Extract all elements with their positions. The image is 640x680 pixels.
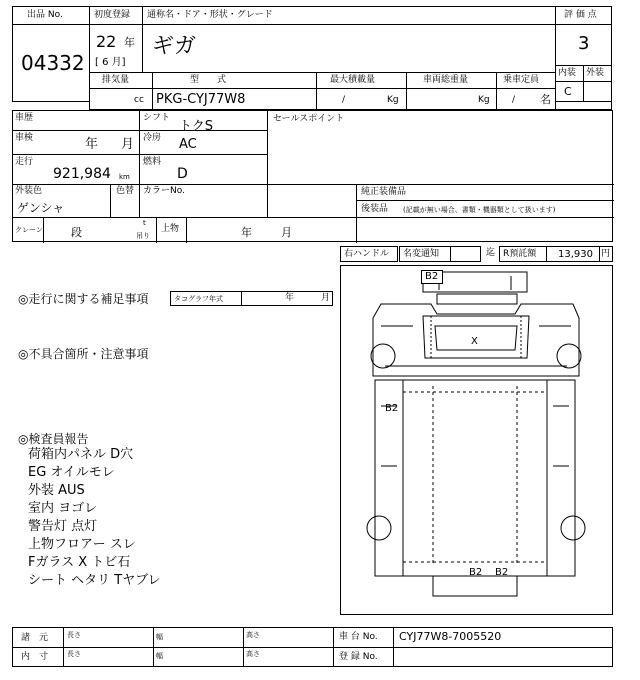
inspector-line: 荷箱内パネル D穴 — [28, 447, 134, 462]
inner-width-label: 幅 — [156, 652, 163, 660]
crane-label: クレーン — [15, 226, 43, 234]
damage-mark-windshield: X — [471, 336, 478, 347]
shift-label: シフト — [143, 113, 171, 123]
defects-title: ◎不具合箇所・注意事項 — [18, 347, 149, 361]
inspector-line: 上物フロアー スレ — [28, 537, 136, 552]
aftermarket-label: 後装品 — [361, 204, 389, 214]
truck-diagram-svg — [341, 266, 612, 614]
gross-weight-label: 車両総重量 — [423, 75, 469, 85]
inspection-label: 車検 — [15, 133, 34, 143]
model-code: PKG-CYJ77W8 — [156, 92, 246, 107]
tachograph-box — [170, 291, 333, 306]
driving-notes-title: ◎走行に関する補足事項 — [18, 292, 149, 306]
registration-year-unit: 年 — [124, 36, 135, 49]
gross-weight-unit: Kg — [478, 95, 490, 105]
color-label: 外装色 — [15, 186, 43, 196]
exterior-label: 外装 — [586, 68, 605, 78]
inspector-line: 室内 ヨゴレ — [28, 501, 98, 516]
history-section — [12, 110, 613, 242]
sales-point-label: セールスポイント — [273, 114, 345, 124]
lot-number-box — [12, 6, 90, 102]
first-registration-label: 初度登録 — [94, 10, 131, 20]
inner-dimensions-label: 内 寸 — [21, 652, 49, 662]
model-label: 型 式 — [190, 75, 227, 85]
chassis-number: CYJ77W8-7005520 — [399, 630, 502, 643]
recycle-fee-amount: 13,930 — [558, 249, 593, 260]
color-value: ゲンシャ — [17, 201, 65, 215]
rating-label: 評 価 点 — [564, 10, 597, 20]
name-change-flag — [399, 246, 481, 262]
vehicle-diagram — [340, 265, 613, 615]
vehicle-name-label: 通称名・ドア・形状・グレード — [147, 10, 273, 20]
footer-table — [12, 627, 613, 667]
body-label: 上物 — [161, 224, 180, 234]
displacement-unit: cc — [134, 95, 144, 105]
length-label: 長さ — [67, 631, 81, 639]
body-month-unit: 月 — [281, 226, 292, 239]
tachograph-label: タコグラフ年式 — [174, 295, 223, 303]
inspector-line: EG オイルモレ — [28, 465, 115, 480]
width-label: 幅 — [156, 633, 163, 641]
rating-tail-box — [555, 101, 612, 110]
inspection-year-unit: 年 — [85, 137, 99, 152]
chassis-number-label: 車 台 No. — [339, 632, 378, 642]
registration-year: 22 — [96, 32, 117, 51]
mileage-value: 921,984 — [53, 166, 111, 182]
right-hand-drive-label: 右ハンドル — [344, 249, 390, 259]
recycle-fee-label: R預託額 — [503, 249, 537, 259]
vehicle-name-box — [89, 6, 556, 73]
lot-number-label: 出品 No. — [27, 10, 63, 20]
registration-number-label: 登 録 No. — [339, 652, 378, 662]
crane-hook-unit: 吊り — [136, 232, 150, 240]
damage-mark-rear-left: B2 — [469, 567, 483, 578]
name-change-label: 名変通知 — [403, 249, 440, 259]
recycle-fee-unit: 円 — [601, 249, 611, 259]
height-label: 高さ — [246, 631, 260, 639]
genuine-equipment-label: 純正装備品 — [361, 187, 407, 197]
rating-box — [555, 6, 612, 102]
damage-mark-top: B2 — [425, 271, 439, 282]
inspector-line: シート ヘタリ Tヤブレ — [28, 573, 161, 588]
capacity-label: 乗車定員 — [503, 75, 540, 85]
inspection-month-unit: 月 — [121, 137, 135, 152]
ac-value: AC — [179, 137, 197, 152]
inspector-report-list — [28, 446, 161, 590]
crane-ton-unit: t — [143, 219, 146, 227]
right-hand-drive-flag — [340, 246, 398, 262]
specs-row — [89, 72, 556, 110]
rating-value: 3 — [578, 33, 590, 54]
tachograph-year-unit: 年 — [285, 293, 295, 303]
aftermarket-note: (記載が無い場合、書類・機器類として扱います) — [403, 206, 556, 214]
inner-height-label: 高さ — [246, 650, 260, 658]
capacity-unit: 名 — [540, 93, 551, 106]
inspector-line: Fガラス X トビ石 — [28, 555, 131, 570]
inspector-line: 外装 AUS — [28, 483, 85, 498]
lot-number: 04332 — [21, 51, 85, 75]
capacity-slash: / — [512, 95, 516, 105]
dimensions-label: 諸 元 — [21, 633, 49, 643]
interior-label: 内装 — [558, 68, 577, 78]
deadline-label: 迄 — [486, 248, 496, 258]
damage-mark-left: B2 — [385, 403, 399, 414]
max-load-unit: Kg — [387, 95, 399, 105]
inspector-report-title: ◎検査員報告 — [18, 432, 89, 446]
history-label: 車歴 — [15, 113, 34, 123]
shift-value: トクS — [179, 119, 213, 134]
recycle-fee-box — [499, 246, 613, 262]
max-load-slash: / — [342, 95, 346, 105]
inspector-line: 警告灯 点灯 — [28, 519, 98, 534]
max-load-label: 最大積載量 — [330, 75, 376, 85]
color-change-label: 色替 — [116, 186, 135, 196]
displacement-label: 排気量 — [102, 75, 130, 85]
inner-length-label: 長さ — [67, 650, 81, 658]
vehicle-name: ギガ — [152, 34, 197, 59]
tachograph-month-unit: 月 — [321, 293, 331, 303]
crane-stage-unit: 段 — [71, 226, 82, 239]
mileage-label: 走行 — [15, 157, 34, 167]
interior-grade: C — [564, 85, 572, 98]
color-no-label: カラーNo. — [143, 186, 185, 196]
fuel-label: 燃料 — [143, 157, 162, 167]
body-year-unit: 年 — [241, 226, 252, 239]
registration-month: [ 6 月] — [95, 57, 126, 68]
damage-mark-rear-right: B2 — [495, 567, 509, 578]
fuel-value: D — [177, 166, 188, 182]
mileage-unit: km — [119, 173, 130, 181]
ac-label: 冷房 — [143, 133, 162, 143]
